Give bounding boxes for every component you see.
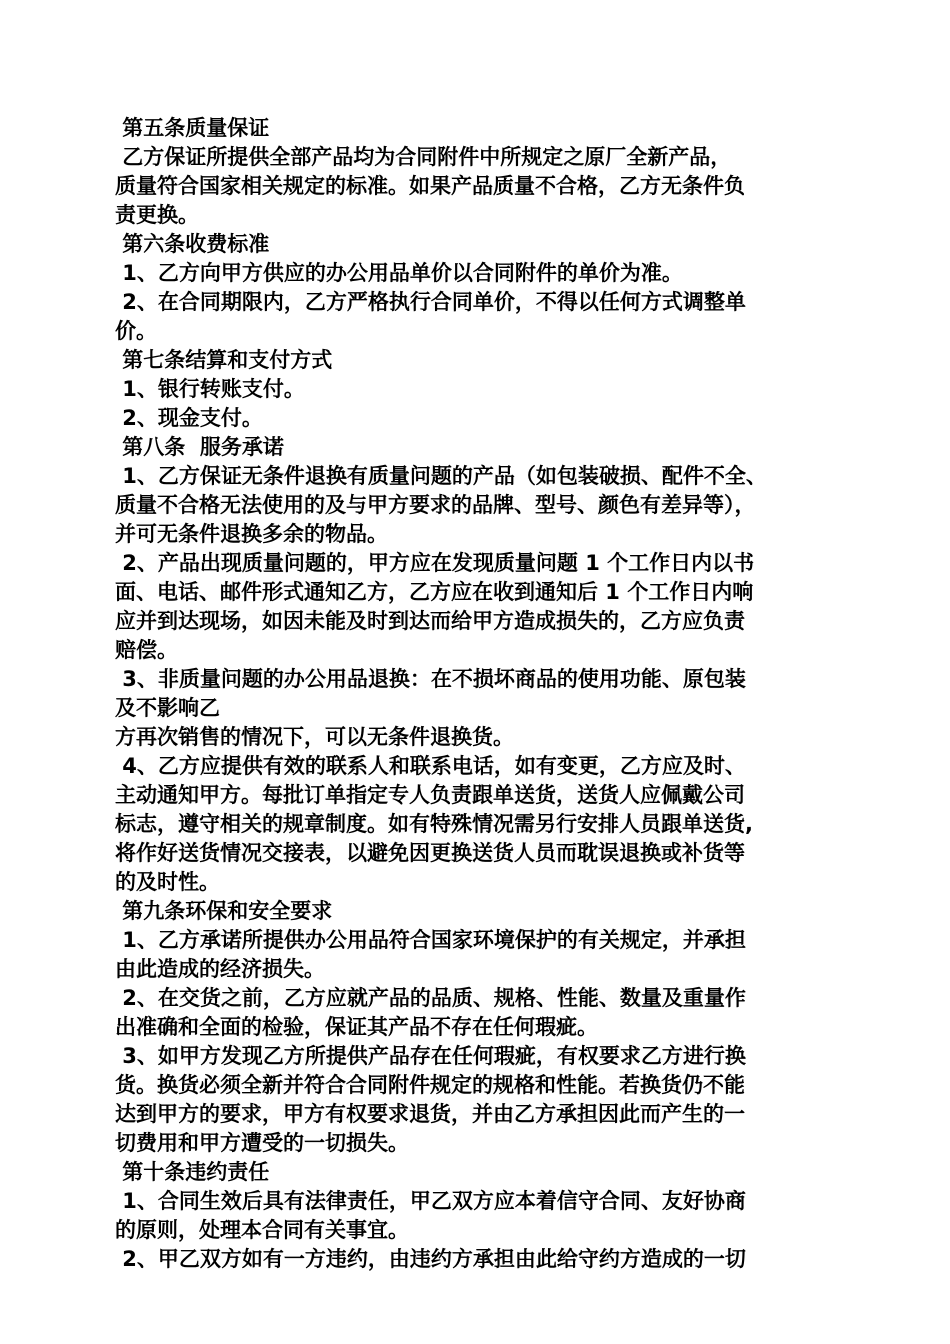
- text-line: 应并到达现场，如因未能及时到达而给甲方造成损失的，乙方应负责: [115, 609, 745, 633]
- text-line: 1、合同生效后具有法律责任，甲乙双方应本着信守合同、友好协商: [115, 1189, 746, 1213]
- text-line: 1、乙方保证无条件退换有质量问题的产品（如包装破损、配件不全、: [115, 464, 767, 488]
- text-line: 方再次销售的情况下，可以无条件退换货。: [115, 725, 514, 749]
- text-line: 标志，遵守相关的规章制度。如有特殊情况需另行安排人员跟单送货,: [115, 812, 753, 836]
- document-body: [115, 114, 840, 1274]
- text-line: 3、非质量问题的办公用品退换：在不损坏商品的使用功能、原包装: [115, 667, 746, 691]
- text-line: 1、银行转账支付。: [115, 377, 305, 401]
- text-line: 2、甲乙双方如有一方违约，由违约方承担由此给守约方造成的一切: [115, 1247, 746, 1271]
- section-heading-7: 第七条结算和支付方式: [115, 348, 333, 372]
- text-line: 将作好送货情况交接表，以避免因更换送货人员而耽误退换或补货等: [115, 841, 745, 865]
- text-line: 2、产品出现质量问题的，甲方应在发现质量问题 1 个工作日内以书: [115, 551, 755, 575]
- text-line: 面、电话、邮件形式通知乙方，乙方应在收到通知后 1 个工作日内响: [115, 580, 754, 604]
- text-line: 2、在交货之前，乙方应就产品的品质、规格、性能、数量及重量作: [115, 986, 746, 1010]
- text-line: 乙方保证所提供全部产品均为合同附件中所规定之原厂全新产品，: [115, 145, 732, 169]
- text-line: 的及时性。: [115, 870, 220, 894]
- section-heading-8: 第八条 服务承诺: [115, 435, 284, 459]
- text-line: 3、如甲方发现乙方所提供产品存在任何瑕疵，有权要求乙方进行换: [115, 1044, 746, 1068]
- text-line: 由此造成的经济损失。: [115, 957, 325, 981]
- section-heading-9: 第九条环保和安全要求: [115, 899, 333, 923]
- text-line: 1、乙方承诺所提供办公用品符合国家环境保护的有关规定，并承担: [115, 928, 746, 952]
- text-line: 切费用和甲方遭受的一切损失。: [115, 1131, 409, 1155]
- text-line: 1、乙方向甲方供应的办公用品单价以合同附件的单价为准。: [115, 261, 683, 285]
- section-heading-10: 第十条违约责任: [115, 1160, 270, 1184]
- text-line: 质量不合格无法使用的及与甲方要求的品牌、型号、颜色有差异等），: [115, 493, 756, 517]
- text-line: 并可无条件退换多余的物品。: [115, 522, 388, 546]
- text-line: 的原则，处理本合同有关事宜。: [115, 1218, 409, 1242]
- text-line: 质量符合国家相关规定的标准。如果产品质量不合格，乙方无条件负: [115, 174, 745, 198]
- text-line: 出准确和全面的检验，保证其产品不存在任何瑕疵。: [115, 1015, 598, 1039]
- text-line: 价。: [115, 319, 157, 343]
- text-line: 货。换货必须全新并符合合同附件规定的规格和性能。若换货仍不能: [115, 1073, 745, 1097]
- text-line: 责更换。: [115, 203, 199, 227]
- text-line: 及不影响乙: [115, 696, 220, 720]
- section-heading-5: 第五条质量保证: [115, 116, 270, 140]
- section-heading-6: 第六条收费标准: [115, 232, 270, 256]
- text-line: 达到甲方的要求，甲方有权要求退货，并由乙方承担因此而产生的一: [115, 1102, 745, 1126]
- text-line: 2、现金支付。: [115, 406, 263, 430]
- text-line: 4、乙方应提供有效的联系人和联系电话，如有变更，乙方应及时、: [115, 754, 746, 778]
- text-line: 主动通知甲方。每批订单指定专人负责跟单送货，送货人应佩戴公司: [115, 783, 745, 807]
- text-line: 赔偿。: [115, 638, 178, 662]
- text-line: 2、在合同期限内，乙方严格执行合同单价，不得以任何方式调整单: [115, 290, 746, 314]
